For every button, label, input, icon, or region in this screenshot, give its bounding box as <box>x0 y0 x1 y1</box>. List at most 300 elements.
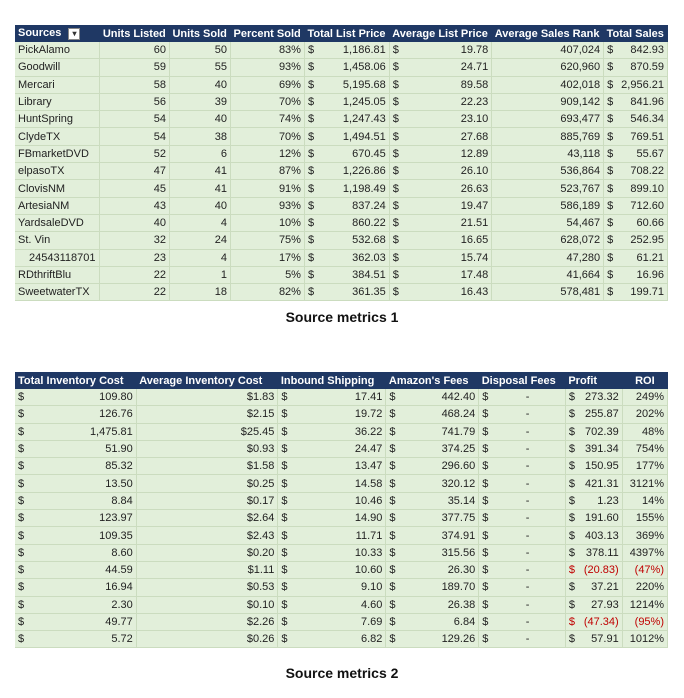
table-cell[interactable]: $ <box>604 214 616 231</box>
table-cell[interactable]: - <box>490 544 565 561</box>
table-cell[interactable]: 8.60 <box>26 544 136 561</box>
table-cell[interactable]: 741.79 <box>397 423 478 440</box>
table-cell[interactable]: 24.47 <box>289 440 386 457</box>
table-cell[interactable]: 1,475.81 <box>26 423 136 440</box>
table-cell[interactable]: $0.93 <box>136 440 278 457</box>
table-cell[interactable]: $ <box>386 561 398 578</box>
table-cell[interactable]: $ <box>479 510 491 527</box>
table-cell[interactable]: $ <box>565 561 577 578</box>
table-cell[interactable]: 255.87 <box>577 406 622 423</box>
table-cell[interactable]: (47%) <box>622 561 667 578</box>
table-cell[interactable]: 32 <box>100 232 170 249</box>
table-cell[interactable]: $ <box>604 232 616 249</box>
table-cell[interactable]: 47 <box>100 163 170 180</box>
table-cell[interactable]: 24543118701 <box>15 249 100 266</box>
table-cell[interactable]: 39 <box>169 93 230 110</box>
table-cell[interactable]: $ <box>15 475 26 492</box>
table-cell[interactable]: YardsaleDVD <box>15 214 100 231</box>
header-roi[interactable]: ROI <box>622 372 667 389</box>
table-cell[interactable]: $ <box>304 76 316 93</box>
table-cell[interactable]: 55 <box>169 59 230 76</box>
table-cell[interactable]: $ <box>565 544 577 561</box>
table-cell[interactable]: 769.51 <box>615 128 667 145</box>
table-cell[interactable]: $ <box>386 406 398 423</box>
table-cell[interactable]: 546.34 <box>615 111 667 128</box>
table-cell[interactable]: $0.25 <box>136 475 278 492</box>
table-cell[interactable]: 10.33 <box>289 544 386 561</box>
table-cell[interactable]: 628,072 <box>492 232 604 249</box>
table-cell[interactable]: $ <box>278 544 290 561</box>
table-cell[interactable]: $ <box>565 492 577 509</box>
table-cell[interactable]: 202% <box>622 406 667 423</box>
table-cell[interactable]: $ <box>565 579 577 596</box>
table-cell[interactable]: $ <box>479 440 491 457</box>
table-cell[interactable]: $ <box>604 249 616 266</box>
table-cell[interactable]: $ <box>386 510 398 527</box>
table-cell[interactable]: 8.84 <box>26 492 136 509</box>
table-cell[interactable]: 4.60 <box>289 596 386 613</box>
table-cell[interactable]: $ <box>565 440 577 457</box>
table-cell[interactable]: $ <box>278 458 290 475</box>
table-cell[interactable]: - <box>490 510 565 527</box>
table-cell[interactable]: $0.17 <box>136 492 278 509</box>
table-cell[interactable]: $ <box>15 389 26 406</box>
table-cell[interactable]: 2.30 <box>26 596 136 613</box>
table-cell[interactable]: $ <box>565 613 577 630</box>
table-cell[interactable]: 13.47 <box>289 458 386 475</box>
table-cell[interactable]: $ <box>304 249 316 266</box>
header-total-inventory-cost[interactable]: Total Inventory Cost <box>15 372 136 389</box>
table-cell[interactable]: $ <box>479 389 491 406</box>
table-cell[interactable]: 69% <box>230 76 304 93</box>
table-cell[interactable]: 109.35 <box>26 527 136 544</box>
table-cell[interactable]: $ <box>15 561 26 578</box>
table-cell[interactable]: 378.11 <box>577 544 622 561</box>
table-cell[interactable]: $ <box>479 423 491 440</box>
table-cell[interactable]: 377.75 <box>397 510 478 527</box>
table-cell[interactable]: 59 <box>100 59 170 76</box>
table-cell[interactable]: $ <box>389 145 401 162</box>
table-cell[interactable]: $ <box>604 42 616 59</box>
table-cell[interactable]: elpasoTX <box>15 163 100 180</box>
table-cell[interactable]: 27.68 <box>401 128 492 145</box>
table-cell[interactable]: 2,956.21 <box>615 76 667 93</box>
table-cell[interactable]: 10% <box>230 214 304 231</box>
table-cell[interactable]: 191.60 <box>577 510 622 527</box>
table-cell[interactable]: $ <box>479 544 491 561</box>
header-total-list-price[interactable]: Total List Price <box>304 25 389 42</box>
table-cell[interactable]: $ <box>479 613 491 630</box>
table-cell[interactable]: $ <box>304 197 316 214</box>
table-cell[interactable]: $ <box>479 631 491 648</box>
table-cell[interactable]: 44.59 <box>26 561 136 578</box>
table-cell[interactable]: $ <box>304 180 316 197</box>
table-cell[interactable]: - <box>490 389 565 406</box>
table-cell[interactable]: 402,018 <box>492 76 604 93</box>
table-cell[interactable]: 12% <box>230 145 304 162</box>
table-cell[interactable]: $ <box>604 93 616 110</box>
table-cell[interactable]: 693,477 <box>492 111 604 128</box>
table-cell[interactable]: 7.69 <box>289 613 386 630</box>
table-cell[interactable]: 18 <box>169 284 230 301</box>
table-cell[interactable]: 26.10 <box>401 163 492 180</box>
table-cell[interactable]: 83% <box>230 42 304 59</box>
table-cell[interactable]: $ <box>278 510 290 527</box>
table-cell[interactable]: - <box>490 423 565 440</box>
table-cell[interactable]: $ <box>278 561 290 578</box>
table-cell[interactable]: 1,186.81 <box>316 42 389 59</box>
table-cell[interactable]: $ <box>565 527 577 544</box>
table-cell[interactable]: $0.20 <box>136 544 278 561</box>
table-cell[interactable]: 17% <box>230 249 304 266</box>
header-average-sales-rank[interactable]: Average Sales Rank <box>492 25 604 42</box>
table-cell[interactable]: 177% <box>622 458 667 475</box>
table-cell[interactable]: 273.32 <box>577 389 622 406</box>
table-cell[interactable]: PickAlamo <box>15 42 100 59</box>
table-cell[interactable]: $ <box>15 631 26 648</box>
table-cell[interactable]: 374.91 <box>397 527 478 544</box>
table-cell[interactable]: $ <box>15 492 26 509</box>
table-cell[interactable]: $ <box>389 249 401 266</box>
table-cell[interactable]: 45 <box>100 180 170 197</box>
table-cell[interactable]: 252.95 <box>615 232 667 249</box>
table-cell[interactable]: 909,142 <box>492 93 604 110</box>
table-cell[interactable]: 75% <box>230 232 304 249</box>
table-cell[interactable]: 620,960 <box>492 59 604 76</box>
table-cell[interactable]: 885,769 <box>492 128 604 145</box>
table-cell[interactable]: 91% <box>230 180 304 197</box>
table-cell[interactable]: 21.51 <box>401 214 492 231</box>
header-average-list-price[interactable]: Average List Price <box>389 25 492 42</box>
table-cell[interactable]: 670.45 <box>316 145 389 162</box>
table-cell[interactable]: $2.26 <box>136 613 278 630</box>
table-cell[interactable]: $0.26 <box>136 631 278 648</box>
table-cell[interactable]: 523,767 <box>492 180 604 197</box>
table-cell[interactable]: $ <box>565 475 577 492</box>
table-cell[interactable]: $ <box>604 266 616 283</box>
table-cell[interactable]: 109.80 <box>26 389 136 406</box>
table-cell[interactable]: 1,198.49 <box>316 180 389 197</box>
table-cell[interactable]: 708.22 <box>615 163 667 180</box>
table-cell[interactable]: 16.96 <box>615 266 667 283</box>
table-cell[interactable]: 60.66 <box>615 214 667 231</box>
table-cell[interactable]: 5.72 <box>26 631 136 648</box>
table-cell[interactable]: 129.26 <box>397 631 478 648</box>
table-cell[interactable]: 49.77 <box>26 613 136 630</box>
table-cell[interactable]: 403.13 <box>577 527 622 544</box>
table-cell[interactable]: $ <box>479 561 491 578</box>
header-disposal-fees[interactable]: Disposal Fees <box>479 372 566 389</box>
header-average-inventory-cost[interactable]: Average Inventory Cost <box>136 372 278 389</box>
table-cell[interactable]: $ <box>604 111 616 128</box>
table-cell[interactable]: $ <box>304 214 316 231</box>
table-cell[interactable]: 3121% <box>622 475 667 492</box>
table-cell[interactable]: 54,467 <box>492 214 604 231</box>
table-cell[interactable]: $ <box>565 458 577 475</box>
table-cell[interactable]: 899.10 <box>615 180 667 197</box>
table-cell[interactable]: $25.45 <box>136 423 278 440</box>
table-cell[interactable]: 12.89 <box>401 145 492 162</box>
table-cell[interactable]: 10.60 <box>289 561 386 578</box>
table-cell[interactable]: 220% <box>622 579 667 596</box>
table-cell[interactable]: 40 <box>169 197 230 214</box>
table-cell[interactable]: 468.24 <box>397 406 478 423</box>
table-cell[interactable]: $ <box>386 423 398 440</box>
table-cell[interactable]: 155% <box>622 510 667 527</box>
table-cell[interactable]: $ <box>604 145 616 162</box>
table-cell[interactable]: 17.41 <box>289 389 386 406</box>
table-cell[interactable]: 70% <box>230 93 304 110</box>
table-cell[interactable]: $ <box>15 440 26 457</box>
table-cell[interactable]: $ <box>278 492 290 509</box>
table-cell[interactable]: - <box>490 406 565 423</box>
table-cell[interactable]: $ <box>479 596 491 613</box>
table-cell[interactable]: 26.30 <box>397 561 478 578</box>
table-cell[interactable]: $ <box>604 59 616 76</box>
table-cell[interactable]: $ <box>389 214 401 231</box>
table-cell[interactable]: 296.60 <box>397 458 478 475</box>
table-cell[interactable]: $ <box>386 579 398 596</box>
table-cell[interactable]: 1,245.05 <box>316 93 389 110</box>
table-cell[interactable]: 19.78 <box>401 42 492 59</box>
table-cell[interactable]: 54 <box>100 111 170 128</box>
table-cell[interactable]: $ <box>604 128 616 145</box>
table-cell[interactable]: $1.58 <box>136 458 278 475</box>
table-cell[interactable]: 22.23 <box>401 93 492 110</box>
table-cell[interactable]: FBmarketDVD <box>15 145 100 162</box>
table-cell[interactable]: 19.72 <box>289 406 386 423</box>
table-cell[interactable]: 10.46 <box>289 492 386 509</box>
table-cell[interactable]: 52 <box>100 145 170 162</box>
table-cell[interactable]: ArtesiaNM <box>15 197 100 214</box>
table-cell[interactable]: - <box>490 561 565 578</box>
table-cell[interactable]: 40 <box>100 214 170 231</box>
table-cell[interactable]: 189.70 <box>397 579 478 596</box>
table-cell[interactable]: Goodwill <box>15 59 100 76</box>
table-cell[interactable]: $ <box>389 197 401 214</box>
table-cell[interactable]: $ <box>278 406 290 423</box>
table-cell[interactable]: $ <box>304 266 316 283</box>
table-cell[interactable]: 126.76 <box>26 406 136 423</box>
table-cell[interactable]: $ <box>278 613 290 630</box>
table-cell[interactable]: 26.63 <box>401 180 492 197</box>
table-cell[interactable]: - <box>490 475 565 492</box>
table-cell[interactable]: $ <box>304 59 316 76</box>
header-percent-sold[interactable]: Percent Sold <box>230 25 304 42</box>
table-cell[interactable]: $ <box>479 492 491 509</box>
table-cell[interactable]: $ <box>479 527 491 544</box>
table-cell[interactable]: 4 <box>169 214 230 231</box>
table-cell[interactable]: 38 <box>169 128 230 145</box>
table-cell[interactable]: 16.65 <box>401 232 492 249</box>
table-cell[interactable]: 14% <box>622 492 667 509</box>
table-cell[interactable]: 40 <box>169 76 230 93</box>
table-cell[interactable]: 361.35 <box>316 284 389 301</box>
table-cell[interactable]: $ <box>304 284 316 301</box>
table-cell[interactable]: $ <box>386 458 398 475</box>
table-cell[interactable]: $2.43 <box>136 527 278 544</box>
table-cell[interactable]: 55.67 <box>615 145 667 162</box>
table-cell[interactable]: $ <box>304 145 316 162</box>
table-cell[interactable]: 536,864 <box>492 163 604 180</box>
table-cell[interactable]: $ <box>389 76 401 93</box>
table-cell[interactable]: $ <box>278 579 290 596</box>
table-cell[interactable]: 60 <box>100 42 170 59</box>
table-cell[interactable]: 87% <box>230 163 304 180</box>
table-cell[interactable]: 47,280 <box>492 249 604 266</box>
table-cell[interactable]: 860.22 <box>316 214 389 231</box>
table-cell[interactable]: 702.39 <box>577 423 622 440</box>
table-cell[interactable]: $ <box>278 596 290 613</box>
table-cell[interactable]: $ <box>15 406 26 423</box>
table-cell[interactable]: $2.15 <box>136 406 278 423</box>
table-cell[interactable]: $ <box>389 111 401 128</box>
table-cell[interactable]: $ <box>278 475 290 492</box>
table-cell[interactable]: $ <box>386 613 398 630</box>
table-cell[interactable]: $ <box>15 458 26 475</box>
table-cell[interactable]: 43 <box>100 197 170 214</box>
table-cell[interactable]: $ <box>389 59 401 76</box>
table-cell[interactable]: $ <box>15 423 26 440</box>
table-cell[interactable]: - <box>490 613 565 630</box>
table-cell[interactable]: $ <box>565 596 577 613</box>
table-cell[interactable]: 22 <box>100 266 170 283</box>
header-inbound-shipping[interactable]: Inbound Shipping <box>278 372 386 389</box>
table-cell[interactable]: $ <box>386 596 398 613</box>
table-cell[interactable]: 712.60 <box>615 197 667 214</box>
table-cell[interactable]: 837.24 <box>316 197 389 214</box>
table-cell[interactable]: 14.58 <box>289 475 386 492</box>
table-cell[interactable]: 391.34 <box>577 440 622 457</box>
table-cell[interactable]: 9.10 <box>289 579 386 596</box>
table-cell[interactable]: 754% <box>622 440 667 457</box>
table-cell[interactable]: 23.10 <box>401 111 492 128</box>
table-cell[interactable]: $ <box>389 180 401 197</box>
table-cell[interactable]: $ <box>278 527 290 544</box>
table-cell[interactable]: $ <box>386 631 398 648</box>
table-cell[interactable]: - <box>490 527 565 544</box>
table-cell[interactable]: 70% <box>230 128 304 145</box>
table-cell[interactable]: $ <box>278 423 290 440</box>
table-cell[interactable]: $ <box>15 579 26 596</box>
table-cell[interactable]: 74% <box>230 111 304 128</box>
table-cell[interactable]: $ <box>15 613 26 630</box>
table-cell[interactable]: 442.40 <box>397 389 478 406</box>
header-sources[interactable] <box>15 25 100 42</box>
table-cell[interactable]: $ <box>386 544 398 561</box>
table-cell[interactable]: 870.59 <box>615 59 667 76</box>
table-cell[interactable]: 1,247.43 <box>316 111 389 128</box>
table-cell[interactable]: $ <box>304 128 316 145</box>
table-cell[interactable]: $ <box>15 596 26 613</box>
table-cell[interactable]: 40 <box>169 111 230 128</box>
table-cell[interactable]: $ <box>386 475 398 492</box>
table-cell[interactable]: RDthriftBlu <box>15 266 100 283</box>
table-cell[interactable]: 43,118 <box>492 145 604 162</box>
table-cell[interactable]: $ <box>304 93 316 110</box>
table-cell[interactable]: 85.32 <box>26 458 136 475</box>
table-cell[interactable]: - <box>490 631 565 648</box>
table-cell[interactable]: $ <box>479 475 491 492</box>
table-cell[interactable]: 50 <box>169 42 230 59</box>
table-cell[interactable]: $ <box>389 163 401 180</box>
table-cell[interactable]: ClovisNM <box>15 180 100 197</box>
table-cell[interactable]: $ <box>389 266 401 283</box>
table-cell[interactable]: $0.53 <box>136 579 278 596</box>
table-cell[interactable]: - <box>490 492 565 509</box>
table-cell[interactable]: - <box>490 440 565 457</box>
table-cell[interactable]: 841.96 <box>615 93 667 110</box>
header-units-sold[interactable]: Units Sold <box>169 25 230 42</box>
table-cell[interactable]: $1.83 <box>136 389 278 406</box>
table-cell[interactable]: 23 <box>100 249 170 266</box>
table-cell[interactable]: 56 <box>100 93 170 110</box>
table-cell[interactable]: 6.84 <box>397 613 478 630</box>
table-cell[interactable]: 11.71 <box>289 527 386 544</box>
table-cell[interactable]: 532.68 <box>316 232 389 249</box>
table-cell[interactable]: 374.25 <box>397 440 478 457</box>
table-cell[interactable]: $ <box>565 406 577 423</box>
table-cell[interactable]: 41 <box>169 180 230 197</box>
table-cell[interactable]: - <box>490 596 565 613</box>
table-cell[interactable]: 1,226.86 <box>316 163 389 180</box>
table-cell[interactable]: 57.91 <box>577 631 622 648</box>
table-cell[interactable]: $ <box>604 163 616 180</box>
table-cell[interactable]: (95%) <box>622 613 667 630</box>
table-cell[interactable]: 48% <box>622 423 667 440</box>
table-cell[interactable]: $0.10 <box>136 596 278 613</box>
table-cell[interactable]: (20.83) <box>577 561 622 578</box>
table-cell[interactable]: $ <box>304 232 316 249</box>
table-cell[interactable]: 26.38 <box>397 596 478 613</box>
header-total-sales[interactable]: Total Sales <box>604 25 668 42</box>
header-profit[interactable]: Profit <box>565 372 622 389</box>
table-cell[interactable]: $ <box>386 389 398 406</box>
table-cell[interactable]: 82% <box>230 284 304 301</box>
table-cell[interactable]: $ <box>389 93 401 110</box>
table-cell[interactable]: 842.93 <box>615 42 667 59</box>
table-cell[interactable]: 6.82 <box>289 631 386 648</box>
table-cell[interactable]: 22 <box>100 284 170 301</box>
table-cell[interactable]: $ <box>479 458 491 475</box>
table-cell[interactable]: HuntSpring <box>15 111 100 128</box>
filter-dropdown-icon[interactable]: ▾ <box>68 28 80 40</box>
table-cell[interactable]: 14.90 <box>289 510 386 527</box>
table-cell[interactable]: 41 <box>169 163 230 180</box>
table-cell[interactable]: $2.64 <box>136 510 278 527</box>
table-cell[interactable]: 93% <box>230 197 304 214</box>
table-cell[interactable]: $ <box>389 284 401 301</box>
table-cell[interactable]: 16.94 <box>26 579 136 596</box>
table-cell[interactable]: 578,481 <box>492 284 604 301</box>
table-cell[interactable]: 15.74 <box>401 249 492 266</box>
table-cell[interactable]: $ <box>386 440 398 457</box>
table-cell[interactable]: (47.34) <box>577 613 622 630</box>
table-cell[interactable]: 1.23 <box>577 492 622 509</box>
table-cell[interactable]: $ <box>278 389 290 406</box>
table-cell[interactable]: $ <box>304 111 316 128</box>
table-cell[interactable]: $ <box>386 527 398 544</box>
table-cell[interactable]: 61.21 <box>615 249 667 266</box>
table-cell[interactable]: 89.58 <box>401 76 492 93</box>
table-cell[interactable]: 384.51 <box>316 266 389 283</box>
table-cell[interactable]: 24 <box>169 232 230 249</box>
table-cell[interactable]: $ <box>15 544 26 561</box>
table-cell[interactable]: 407,024 <box>492 42 604 59</box>
table-cell[interactable]: - <box>490 579 565 596</box>
table-cell[interactable]: $ <box>604 76 616 93</box>
header-units-listed[interactable]: Units Listed <box>100 25 170 42</box>
